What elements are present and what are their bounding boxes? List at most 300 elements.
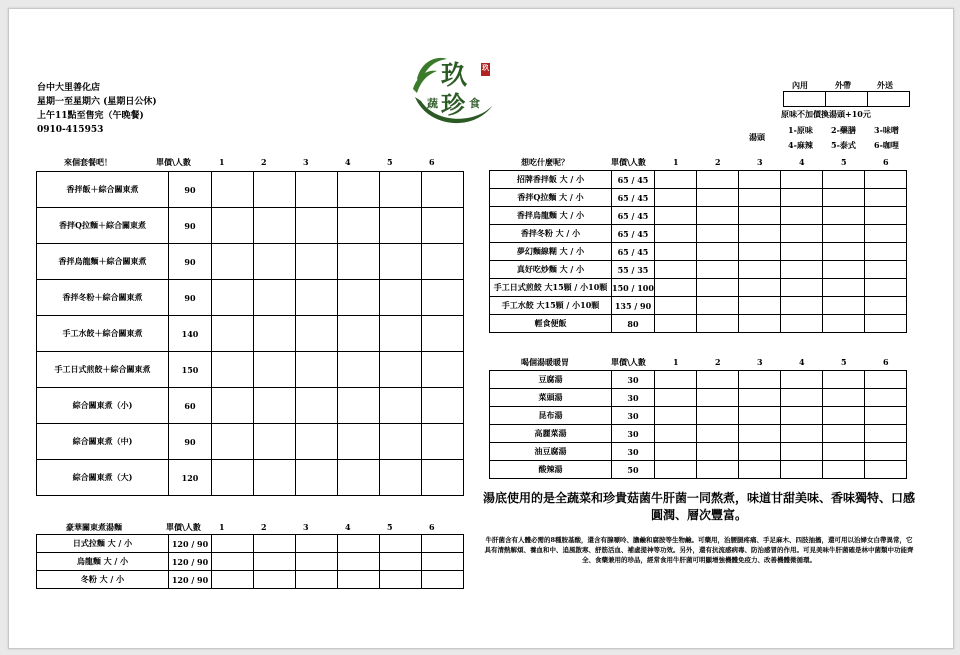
quantity-cell[interactable] xyxy=(865,443,907,461)
quantity-cell[interactable] xyxy=(380,553,422,571)
item-price: 30 xyxy=(612,407,655,425)
item-price: 120 xyxy=(169,460,212,496)
quantity-cell[interactable] xyxy=(739,279,781,297)
deluxe-table xyxy=(36,534,464,589)
deluxe-title: 豪華關東煮湯麵 xyxy=(66,522,122,532)
order-type-takeout-box[interactable] xyxy=(826,92,868,107)
quantity-cell[interactable] xyxy=(380,460,422,496)
col-header: 6 xyxy=(883,357,889,367)
quantity-cell[interactable] xyxy=(338,553,380,571)
table-row xyxy=(490,189,907,207)
table-row xyxy=(490,443,907,461)
item-name: 香拌烏龍麵＋綜合關東煮 xyxy=(37,244,169,280)
quantity-cell[interactable] xyxy=(823,171,865,189)
order-type-boxes xyxy=(783,91,910,107)
soups-table xyxy=(489,370,907,479)
table-row xyxy=(37,316,464,352)
quantity-cell[interactable] xyxy=(655,425,697,443)
item-name: 香拌飯＋綜合關東煮 xyxy=(37,172,169,208)
item-name: 輕食便飯 xyxy=(490,315,612,333)
quantity-cell[interactable] xyxy=(865,189,907,207)
soups-header xyxy=(9,357,953,369)
quantity-cell[interactable] xyxy=(254,424,296,460)
quantity-cell[interactable] xyxy=(296,535,338,553)
soup-option-4: 4-麻辣 xyxy=(788,140,813,150)
quantity-cell[interactable] xyxy=(739,461,781,479)
item-name: 烏龍麵 大 / 小 xyxy=(37,553,169,571)
quantity-cell[interactable] xyxy=(296,280,338,316)
quantity-cell[interactable] xyxy=(338,424,380,460)
col-header: 1 xyxy=(673,157,679,167)
quantity-cell[interactable] xyxy=(697,171,739,189)
item-price: 60 xyxy=(169,388,212,424)
soup-option-6: 6-咖哩 xyxy=(874,140,899,150)
table-row xyxy=(490,407,907,425)
quantity-cell[interactable] xyxy=(697,443,739,461)
soup-option-note: 原味不加價換湯頭+10元 xyxy=(781,109,871,119)
quantity-cell[interactable] xyxy=(781,225,823,243)
item-price: 90 xyxy=(169,172,212,208)
quantity-cell[interactable] xyxy=(338,280,380,316)
item-name: 綜合關東煮（小) xyxy=(37,388,169,424)
quantity-cell[interactable] xyxy=(422,571,464,589)
col-header: 4 xyxy=(345,522,351,532)
shop-name: 台中大里善化店 xyxy=(37,83,101,93)
quantity-cell[interactable] xyxy=(823,425,865,443)
item-name: 香拌冬粉＋綜合關東煮 xyxy=(37,280,169,316)
quantity-cell[interactable] xyxy=(781,425,823,443)
quantity-cell[interactable] xyxy=(697,389,739,407)
quantity-cell[interactable] xyxy=(865,371,907,389)
quantity-cell[interactable] xyxy=(296,244,338,280)
quantity-cell[interactable] xyxy=(739,425,781,443)
item-price: 120 / 90 xyxy=(169,535,212,553)
table-row xyxy=(490,371,907,389)
item-price: 80 xyxy=(612,315,655,333)
quantity-cell[interactable] xyxy=(781,461,823,479)
quantity-cell[interactable] xyxy=(212,208,254,244)
quantity-cell[interactable] xyxy=(697,371,739,389)
quantity-cell[interactable] xyxy=(823,261,865,279)
item-name: 綜合關東煮（大) xyxy=(37,460,169,496)
table-row xyxy=(490,207,907,225)
quantity-cell[interactable] xyxy=(781,371,823,389)
quantity-cell[interactable] xyxy=(380,244,422,280)
quantity-cell[interactable] xyxy=(212,172,254,208)
quantity-cell[interactable] xyxy=(739,207,781,225)
description-body: 牛肝菌含有人體必需的8種胺基酸，還含有腺嘌呤、膽鹼和腐胺等生物鹼。可藥用，治腰腿疼痛、手足麻木、四肢抽搐，還可用以治婦女白帶異常，它具有清熱解煩、養血和中、追風散寒、舒筋活血、補虛提神等功效。另外，還有抗流感病毒、防治感冒的作用。可見美味牛肝菌確是林中菌類中功能齊全、食藥兼用的珍品，經常食用牛肝菌可明顯增強機體免疫力、改善機體微循環。 xyxy=(484,536,914,564)
quantity-cell[interactable] xyxy=(212,280,254,316)
logo xyxy=(407,49,499,131)
description-headline: 湯底使用的是全蔬菜和珍貴菇菌牛肝菌一同熬煮，味道甘甜美味、香味獨特、口感圓潤、層次豐富。 xyxy=(482,491,915,522)
quantity-cell[interactable] xyxy=(781,279,823,297)
col-header: 4 xyxy=(799,357,805,367)
quantity-cell[interactable] xyxy=(781,297,823,315)
quantity-cell[interactable] xyxy=(655,315,697,333)
item-price: 90 xyxy=(169,424,212,460)
quantity-cell[interactable] xyxy=(254,244,296,280)
quantity-cell[interactable] xyxy=(380,316,422,352)
quantity-cell[interactable] xyxy=(380,571,422,589)
item-price: 135 / 90 xyxy=(612,297,655,315)
logo-char-2: 蔬 xyxy=(427,97,438,110)
quantity-cell[interactable] xyxy=(739,225,781,243)
logo-char-3: 珍 xyxy=(441,90,465,119)
col-header: 5 xyxy=(841,157,847,167)
col-header: 3 xyxy=(303,157,309,167)
quantity-cell[interactable] xyxy=(865,225,907,243)
col-header: 5 xyxy=(387,522,393,532)
table-row xyxy=(37,571,464,589)
item-name: 手工水餃＋綜合關東煮 xyxy=(37,316,169,352)
item-name: 油豆腐湯 xyxy=(490,443,612,461)
quantity-cell[interactable] xyxy=(697,407,739,425)
quantity-cell[interactable] xyxy=(254,208,296,244)
quantity-cell[interactable] xyxy=(422,172,464,208)
item-name: 高麗菜湯 xyxy=(490,425,612,443)
soups-price-header: 單價\人數 xyxy=(611,357,646,367)
item-price: 55 / 35 xyxy=(612,261,655,279)
quantity-cell[interactable] xyxy=(697,243,739,261)
quantity-cell[interactable] xyxy=(296,571,338,589)
quantity-cell[interactable] xyxy=(865,243,907,261)
table-row xyxy=(490,389,907,407)
quantity-cell[interactable] xyxy=(212,244,254,280)
quantity-cell[interactable] xyxy=(380,535,422,553)
quantity-cell[interactable] xyxy=(781,315,823,333)
col-header: 2 xyxy=(715,357,721,367)
item-name: 日式拉麵 大 / 小 xyxy=(37,535,169,553)
quantity-cell[interactable] xyxy=(823,207,865,225)
quantity-cell[interactable] xyxy=(296,172,338,208)
quantity-cell[interactable] xyxy=(655,243,697,261)
item-name: 手工日式煎餃 大15顆 / 小10顆 xyxy=(490,279,612,297)
quantity-cell[interactable] xyxy=(781,243,823,261)
item-name: 冬粉 大 / 小 xyxy=(37,571,169,589)
quantity-cell[interactable] xyxy=(781,189,823,207)
table-row xyxy=(490,425,907,443)
quantity-cell[interactable] xyxy=(697,189,739,207)
quantity-cell[interactable] xyxy=(254,388,296,424)
item-price: 150 / 100 xyxy=(612,279,655,297)
order-type-takeout-label: 外帶 xyxy=(835,80,851,90)
quantity-cell[interactable] xyxy=(781,443,823,461)
quantity-cell[interactable] xyxy=(212,424,254,460)
table-row xyxy=(490,315,907,333)
item-price: 50 xyxy=(612,461,655,479)
quantity-cell[interactable] xyxy=(296,208,338,244)
item-price: 65 / 45 xyxy=(612,189,655,207)
quantity-cell[interactable] xyxy=(422,535,464,553)
quantity-cell[interactable] xyxy=(697,461,739,479)
item-name: 手工日式煎餃＋綜合關東煮 xyxy=(37,352,169,388)
quantity-cell[interactable] xyxy=(254,460,296,496)
item-name: 香拌Q拉麵 大 / 小 xyxy=(490,189,612,207)
quantity-cell[interactable] xyxy=(338,571,380,589)
item-name: 香拌Q拉麵＋綜合關東煮 xyxy=(37,208,169,244)
soup-option-2: 2-藥膳 xyxy=(831,125,856,135)
quantity-cell[interactable] xyxy=(655,371,697,389)
quantity-cell[interactable] xyxy=(823,297,865,315)
quantity-cell[interactable] xyxy=(739,407,781,425)
what-to-eat-title: 想吃什麼呢？ xyxy=(521,157,569,167)
logo-char-1: 玖 xyxy=(441,61,468,91)
order-sheet xyxy=(8,8,954,649)
item-name: 夢幻麵線糊 大 / 小 xyxy=(490,243,612,261)
order-type-delivery-box[interactable] xyxy=(868,92,910,107)
soups-title: 喝個湯暖暖胃 xyxy=(521,357,569,367)
col-header: 6 xyxy=(429,157,435,167)
quantity-cell[interactable] xyxy=(655,279,697,297)
quantity-cell[interactable] xyxy=(655,261,697,279)
quantity-cell[interactable] xyxy=(739,315,781,333)
quantity-cell[interactable] xyxy=(254,553,296,571)
item-price: 65 / 45 xyxy=(612,171,655,189)
col-header: 1 xyxy=(673,357,679,367)
quantity-cell[interactable] xyxy=(865,279,907,297)
table-row xyxy=(37,535,464,553)
quantity-cell[interactable] xyxy=(865,261,907,279)
item-name: 綜合關東煮（中) xyxy=(37,424,169,460)
table-row xyxy=(490,243,907,261)
quantity-cell[interactable] xyxy=(865,407,907,425)
quantity-cell[interactable] xyxy=(823,461,865,479)
col-header: 4 xyxy=(345,157,351,167)
item-price: 65 / 45 xyxy=(612,207,655,225)
quantity-cell[interactable] xyxy=(823,279,865,297)
quantity-cell[interactable] xyxy=(338,172,380,208)
quantity-cell[interactable] xyxy=(212,553,254,571)
quantity-cell[interactable] xyxy=(254,316,296,352)
what-to-eat-price-header: 單價\人數 xyxy=(611,157,646,167)
what-to-eat-table xyxy=(489,170,907,333)
quantity-cell[interactable] xyxy=(739,443,781,461)
quantity-cell[interactable] xyxy=(739,171,781,189)
quantity-cell[interactable] xyxy=(655,207,697,225)
item-price: 120 / 90 xyxy=(169,553,212,571)
set-meals-title: 來個套餐吧！ xyxy=(64,157,112,167)
quantity-cell[interactable] xyxy=(739,371,781,389)
item-price: 120 / 90 xyxy=(169,571,212,589)
item-price: 30 xyxy=(612,389,655,407)
quantity-cell[interactable] xyxy=(823,407,865,425)
quantity-cell[interactable] xyxy=(823,389,865,407)
quantity-cell[interactable] xyxy=(296,460,338,496)
quantity-cell[interactable] xyxy=(380,172,422,208)
col-header: 3 xyxy=(757,357,763,367)
item-price: 65 / 45 xyxy=(612,243,655,261)
soup-option-5: 5-泰式 xyxy=(831,140,856,150)
quantity-cell[interactable] xyxy=(296,424,338,460)
item-price: 30 xyxy=(612,443,655,461)
quantity-cell[interactable] xyxy=(739,189,781,207)
quantity-cell[interactable] xyxy=(380,280,422,316)
deluxe-price-header: 單價\人數 xyxy=(166,522,201,532)
item-name: 昆布湯 xyxy=(490,407,612,425)
quantity-cell[interactable] xyxy=(338,388,380,424)
table-row xyxy=(490,279,907,297)
quantity-cell[interactable] xyxy=(212,388,254,424)
col-header: 5 xyxy=(387,157,393,167)
table-row xyxy=(37,388,464,424)
logo-stamp: 玖 xyxy=(482,63,489,72)
item-name: 香拌冬粉 大 / 小 xyxy=(490,225,612,243)
order-type-delivery-label: 外送 xyxy=(877,80,893,90)
item-price: 90 xyxy=(169,208,212,244)
quantity-cell[interactable] xyxy=(422,244,464,280)
col-header: 1 xyxy=(219,522,225,532)
quantity-cell[interactable] xyxy=(380,424,422,460)
quantity-cell[interactable] xyxy=(254,571,296,589)
col-header: 2 xyxy=(261,522,267,532)
quantity-cell[interactable] xyxy=(781,389,823,407)
quantity-cell[interactable] xyxy=(212,460,254,496)
col-header: 3 xyxy=(303,522,309,532)
table-row xyxy=(490,461,907,479)
soup-option-1: 1-原味 xyxy=(788,125,813,135)
table-row xyxy=(37,208,464,244)
quantity-cell[interactable] xyxy=(338,208,380,244)
quantity-cell[interactable] xyxy=(655,171,697,189)
item-name: 真好吃炒麵 大 / 小 xyxy=(490,261,612,279)
item-name: 菜頭湯 xyxy=(490,389,612,407)
item-price: 90 xyxy=(169,244,212,280)
quantity-cell[interactable] xyxy=(338,316,380,352)
quantity-cell[interactable] xyxy=(655,407,697,425)
quantity-cell[interactable] xyxy=(697,425,739,443)
item-name: 手工水餃 大15顆 / 小10顆 xyxy=(490,297,612,315)
quantity-cell[interactable] xyxy=(422,460,464,496)
quantity-cell[interactable] xyxy=(296,553,338,571)
quantity-cell[interactable] xyxy=(865,425,907,443)
quantity-cell[interactable] xyxy=(422,553,464,571)
quantity-cell[interactable] xyxy=(212,571,254,589)
item-price: 150 xyxy=(169,352,212,388)
quantity-cell[interactable] xyxy=(296,388,338,424)
quantity-cell[interactable] xyxy=(697,297,739,315)
quantity-cell[interactable] xyxy=(212,535,254,553)
quantity-cell[interactable] xyxy=(823,443,865,461)
item-name: 酸辣湯 xyxy=(490,461,612,479)
quantity-cell[interactable] xyxy=(296,316,338,352)
table-row xyxy=(37,424,464,460)
quantity-cell[interactable] xyxy=(823,371,865,389)
col-header: 4 xyxy=(799,157,805,167)
quantity-cell[interactable] xyxy=(697,225,739,243)
item-name: 招牌香拌飯 大 / 小 xyxy=(490,171,612,189)
quantity-cell[interactable] xyxy=(380,208,422,244)
quantity-cell[interactable] xyxy=(865,207,907,225)
quantity-cell[interactable] xyxy=(338,244,380,280)
deluxe-header xyxy=(9,522,439,534)
quantity-cell[interactable] xyxy=(865,171,907,189)
order-type-dine-in-label: 內用 xyxy=(792,80,808,90)
quantity-cell[interactable] xyxy=(697,279,739,297)
table-row xyxy=(37,280,464,316)
quantity-cell[interactable] xyxy=(212,316,254,352)
quantity-cell[interactable] xyxy=(739,297,781,315)
col-header: 5 xyxy=(841,357,847,367)
quantity-cell[interactable] xyxy=(697,261,739,279)
quantity-cell[interactable] xyxy=(697,207,739,225)
table-row xyxy=(490,171,907,189)
quantity-cell[interactable] xyxy=(422,424,464,460)
quantity-cell[interactable] xyxy=(380,388,422,424)
quantity-cell[interactable] xyxy=(823,243,865,261)
soup-option-label: 湯頭 xyxy=(749,132,765,142)
quantity-cell[interactable] xyxy=(823,189,865,207)
quantity-cell[interactable] xyxy=(739,261,781,279)
what-to-eat-header xyxy=(9,157,953,169)
item-price: 30 xyxy=(612,371,655,389)
quantity-cell[interactable] xyxy=(254,535,296,553)
shop-hours: 上午11點至售完（午晚餐) xyxy=(37,111,144,121)
quantity-cell[interactable] xyxy=(823,225,865,243)
quantity-cell[interactable] xyxy=(338,460,380,496)
col-header: 3 xyxy=(757,157,763,167)
table-row xyxy=(37,553,464,571)
quantity-cell[interactable] xyxy=(655,389,697,407)
col-header: 6 xyxy=(429,522,435,532)
quantity-cell[interactable] xyxy=(655,461,697,479)
quantity-cell[interactable] xyxy=(422,316,464,352)
table-row xyxy=(490,225,907,243)
table-row xyxy=(37,244,464,280)
shop-info xyxy=(37,81,157,137)
item-name: 豆腐湯 xyxy=(490,371,612,389)
quantity-cell[interactable] xyxy=(422,388,464,424)
quantity-cell[interactable] xyxy=(254,280,296,316)
quantity-cell[interactable] xyxy=(655,189,697,207)
table-row xyxy=(490,261,907,279)
quantity-cell[interactable] xyxy=(823,315,865,333)
logo-char-4: 食 xyxy=(469,97,480,110)
set-meals-table xyxy=(36,171,464,496)
quantity-cell[interactable] xyxy=(655,225,697,243)
order-type-dine-in-box[interactable] xyxy=(784,92,826,107)
col-header: 1 xyxy=(219,157,225,167)
quantity-cell[interactable] xyxy=(781,171,823,189)
item-price: 140 xyxy=(169,316,212,352)
quantity-cell[interactable] xyxy=(865,389,907,407)
quantity-cell[interactable] xyxy=(422,208,464,244)
quantity-cell[interactable] xyxy=(739,243,781,261)
item-price: 90 xyxy=(169,280,212,316)
shop-phone: 0910-415953 xyxy=(37,125,104,135)
quantity-cell[interactable] xyxy=(338,535,380,553)
soup-option-3: 3-味噌 xyxy=(874,125,899,135)
quantity-cell[interactable] xyxy=(739,389,781,407)
item-name: 香拌烏龍麵 大 / 小 xyxy=(490,207,612,225)
quantity-cell[interactable] xyxy=(655,297,697,315)
quantity-cell[interactable] xyxy=(781,407,823,425)
quantity-cell[interactable] xyxy=(655,443,697,461)
set-meals-price-header: 單價\人數 xyxy=(156,157,191,167)
shop-days: 星期一至星期六 (星期日公休) xyxy=(37,97,157,107)
item-price: 65 / 45 xyxy=(612,225,655,243)
quantity-cell[interactable] xyxy=(781,261,823,279)
quantity-cell[interactable] xyxy=(254,172,296,208)
quantity-cell[interactable] xyxy=(781,207,823,225)
quantity-cell[interactable] xyxy=(422,280,464,316)
table-row xyxy=(37,172,464,208)
quantity-cell[interactable] xyxy=(697,315,739,333)
col-header: 2 xyxy=(715,157,721,167)
quantity-cell[interactable] xyxy=(865,297,907,315)
quantity-cell[interactable] xyxy=(865,461,907,479)
quantity-cell[interactable] xyxy=(865,315,907,333)
item-price: 30 xyxy=(612,425,655,443)
